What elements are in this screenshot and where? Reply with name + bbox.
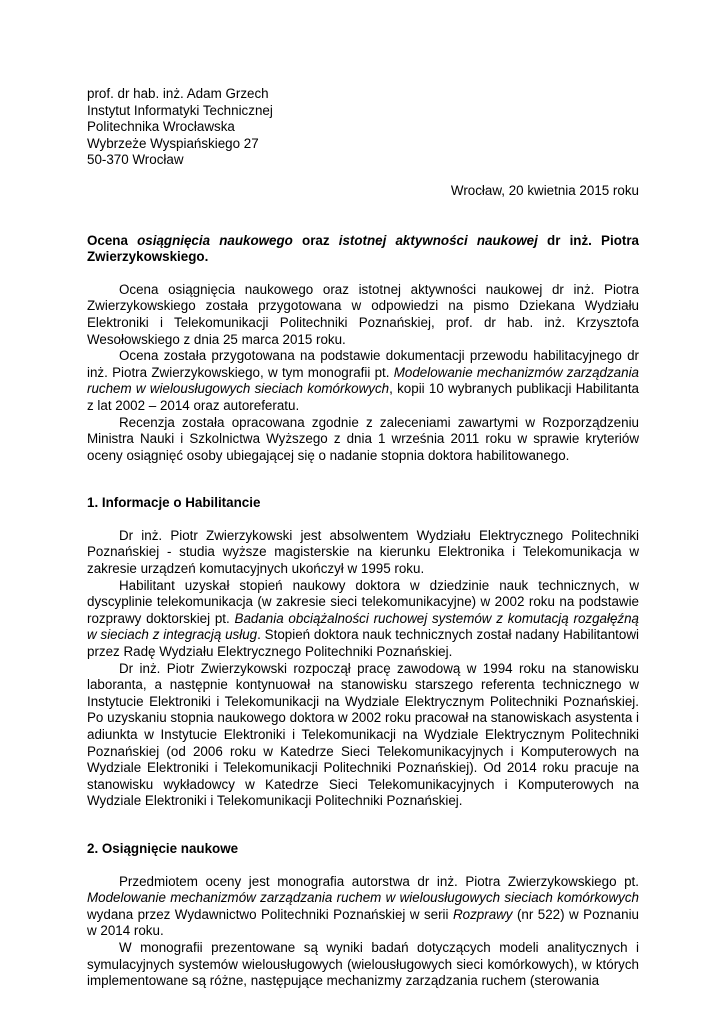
title-part: dr inż. Piotra Zwierzykowskiego.	[87, 232, 639, 265]
section-2-heading: 2. Osiągnięcie naukowe	[87, 840, 239, 856]
dissertation-title: Badania obciążalności ruchowej systemów z komutacją rozgałęźną w sieciach z integracją usług	[87, 610, 639, 643]
monograph-title: Modelowanie mechanizmów zarządzania ruchem w wielousługowych sieciach komórkowych	[87, 890, 639, 906]
intro-paragraph-1: Ocena osiągnięcia naukowego oraz istotnej aktywności naukowej dr inż. Piotra Zwierzykowskiego została przygotowana w odpowiedzi na pismo Dziekana Wydziału Elektroniki i Telekomunikacji Politechniki Poznańskiej, prof. dr hab. inż. Krzysztofa Wesołowskiego z dnia 25 marca 2015 roku.	[87, 281, 639, 347]
address-line-city: 50-370 Wrocław	[87, 152, 184, 168]
title-part: Ocena	[87, 232, 138, 248]
sender-address	[87, 86, 639, 169]
section-2-paragraph-1	[87, 874, 639, 940]
text-run: Ocena została przygotowana na podstawie dokumentacji przewodu habilitacyjnego dr inż. Piotra Zwierzykowskiego, w tym monografii pt.	[87, 348, 639, 380]
text-run: , kopii 10 wybranych publikacji Habilitanta z lat 2002 – 2014 oraz autoreferatu.	[87, 381, 639, 413]
intro-paragraph-2	[87, 348, 639, 414]
series-name: Rozprawy	[452, 906, 513, 922]
document-page	[87, 86, 639, 990]
text-run: . Stopień doktora nauk technicznych został nadany Habilitantowi przez Radę Wydziału Elektrycznego Politechniki Poznańskiej.	[87, 627, 639, 660]
address-line-street: Wybrzeże Wyspiańskiego 27	[87, 135, 259, 151]
address-line-name: prof. dr hab. inż. Adam Grzech	[87, 86, 269, 101]
title-part-italic: osiągnięcia naukowego	[137, 232, 293, 248]
monograph-title: Modelowanie mechanizmów zarządzania ruchem w wielousługowych sieciach komórkowych	[87, 364, 639, 397]
document-date: Wrocław, 20 kwietnia 2015 roku	[450, 182, 639, 198]
title-part: oraz	[292, 232, 339, 248]
section-1-paragraph-2	[87, 578, 639, 661]
text-run: Habilitant uzyskał stopień naukowy doktora w dziedzinie nauk technicznych, w dyscyplinie telekomunikacja (w zakresie sieci telekomunikacyjne) w 2002 roku na podstawie rozprawy doktorskiej pt.	[87, 577, 639, 626]
section-1-paragraph-3: Dr inż. Piotr Zwierzykowski rozpoczął pracę zawodową w 1994 roku na stanowisku laboranta, a następnie kontynuował na stanowisku starszego referenta technicznego w Instytucie Elektroniki i Telekomunikacji na Wydziale Elektrycznym Politechniki Poznańskiej. Po uzyskaniu stopnia naukowego doktora w 2002 roku pracował na stanowiskach asystenta i adiunkta w Instytucie Elektroniki i Telekomunikacji na Wydziale Elektrycznym Politechniki Poznańskiej (od 2006 roku w Katedrze Sieci Telekomunikacyjnych i Komputerowych na Wydziale Elektroniki i Telekomunikacji Politechniki Poznańskiej). Od 2014 roku pracuje na stanowisku wykładowcy w Katedrze Sieci Telekomunikacyjnych i Komputerowych na Wydziale Elektroniki i Telekomunikacji Politechniki Poznańskiej.	[87, 660, 639, 809]
document-title	[87, 233, 639, 266]
text-run: (nr 522) w Poznaniu w 2014 roku.	[87, 906, 639, 939]
address-line-institute: Instytut Informatyki Technicznej	[87, 102, 273, 118]
text-run: Przedmiotem oceny jest monografia autorstwa dr inż. Piotra Zwierzykowskiego pt.	[119, 873, 639, 889]
section-1-heading: 1. Informacje o Habilitancie	[87, 495, 261, 511]
title-part-italic: istotnej aktywności naukowej	[338, 232, 538, 248]
address-line-university: Politechnika Wrocławska	[87, 119, 235, 135]
intro-paragraph-3: Recenzja została opracowana zgodnie z zaleceniami zawartymi w Rozporządzeniu Ministra Nauki i Szkolnictwa Wyższego z dnia 1 września 2011 roku w sprawie kryteriów oceny osiągnięć osoby ubiegającej się o nadanie stopnia doktora habilitowanego.	[87, 414, 639, 463]
section-2-paragraph-2: W monografii prezentowane są wyniki badań dotyczących modeli analitycznych i symulacyjnych systemów wielousługowych (wielousługowych sieci komórkowych), w których implementowane są różne, następujące mechanizmy zarządzania ruchem (sterowania	[87, 939, 639, 989]
text-run: wydana przez Wydawnictwo Politechniki Poznańskiej w serii	[87, 906, 453, 922]
section-1-paragraph-1: Dr inż. Piotr Zwierzykowski jest absolwentem Wydziału Elektrycznego Politechniki Poznańskiej - studia wyższe magisterskie na kierunku Elektronika i Telekomunikacja w zakresie urządzeń komutacyjnych ukończył w 1995 roku.	[87, 527, 639, 577]
